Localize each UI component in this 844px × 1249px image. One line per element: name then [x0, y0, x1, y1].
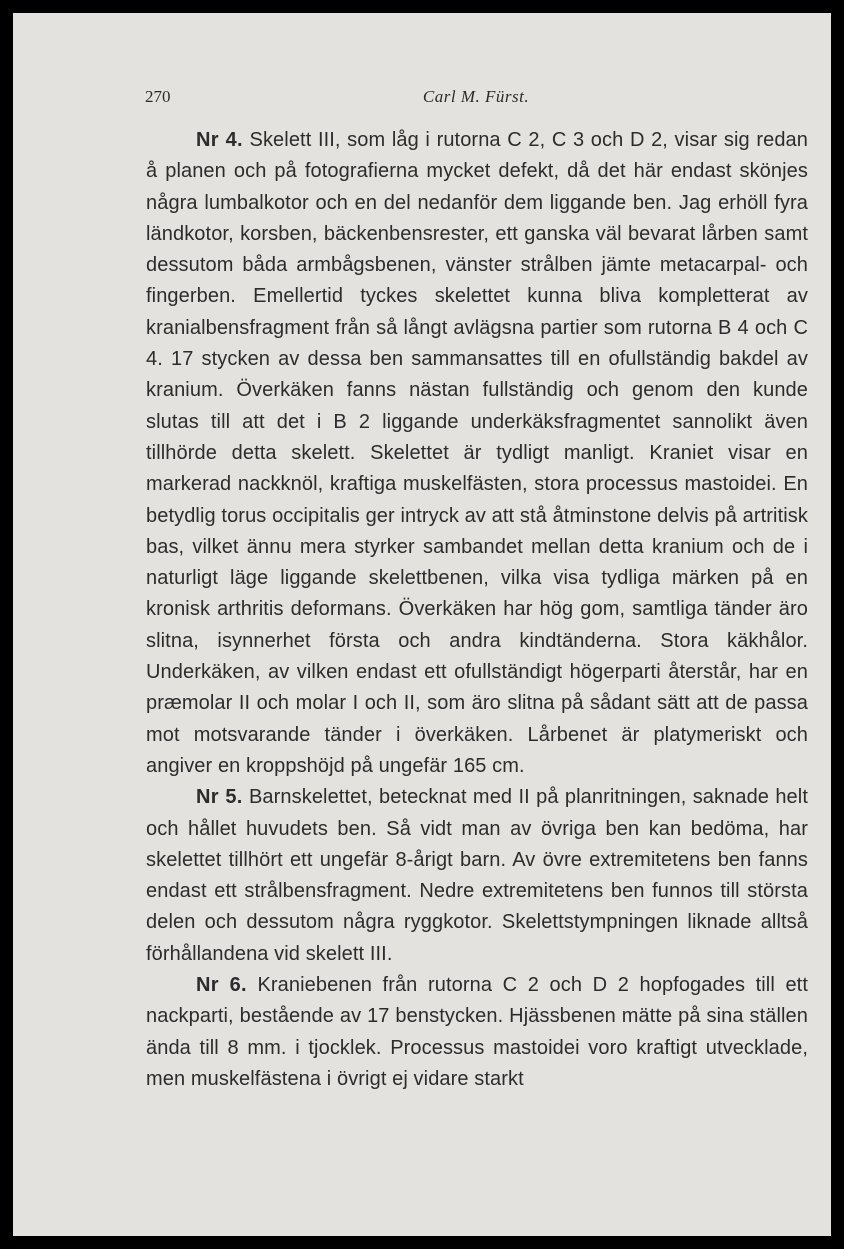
running-title: Carl M. Fürst. [422, 87, 530, 106]
paragraph-label: Nr 6. [196, 974, 247, 997]
paragraph-text: Kraniebenen från rutorna C 2 och D 2 hopfogades till ett nackparti, bestående av 17 benstycken. Hjässbenen mätte på sina ställen ända till 8 mm. i tjocklek. Processus mastoidei voro kraftigt utvecklade, men muskelfästena i övrigt ej vidare starkt [146, 974, 808, 1090]
paragraph-nr-6 [146, 970, 808, 1095]
running-head [145, 87, 807, 113]
page-number: 270 [145, 87, 171, 106]
paragraph-text: Skelett III, som låg i rutorna C 2, C 3 och D 2, visar sig redan å planen och på fotografierna mycket defekt, då det här endast skönjes några lumbalkotor och en del nedanför dem liggande ben. Jag erhöll fyra ländkotor, korsben, bäckenbensrester, ett ganska väl bevarat lårben samt dessutom båda armbågsbenen, vänster strålben jämte metacarpal- och fingerben. Emellertid tyckes skelettet kunna bliva kompletterat av kranialbensfragment från så långt avlägsna partier som rutorna B 4 och C 4. 17 stycken av dessa ben sammansattes till en ofullständig bakdel av kranium. Överkäken fanns nästan fullständig och genom den kunde slutas till att det i B 2 liggande underkäksfragmentet sannolikt även tillhörde detta skelett. Skelettet är tydligt manligt. Kraniet visar en markerad nackknöl, kraftiga muskelfästen, stora processus mastoidei. En betydlig torus occipitalis ger intryck av att stå åtminstone delvis på artritisk bas, vilket ännu mera styrker sambandet mellan detta kranium och de i naturligt läge liggande skelettbenen, vilka visa tydliga märken på en kronisk arthritis deformans. Överkäken har hög gom, samtliga tänder äro slitna, isynnerhet första och andra kindtänderna. Stora käkhålor. Underkäken, av vilken endast ett ofullständigt högerparti återstår, har en præmolar II och molar I och II, som äro slitna på sådant sätt att de passa mot motsvarande tänder i överkäken. Lårbenet är platymeriskt och angiver en kroppshöjd på ungefär 165 cm. [146, 129, 808, 777]
paragraph-nr-5 [146, 782, 808, 970]
paragraph-nr-4 [146, 125, 808, 782]
paragraph-label: Nr 4. [196, 129, 243, 151]
paragraph-label: Nr 5. [196, 786, 243, 809]
paragraph-text: Barnskelettet, betecknat med II på planritningen, saknade helt och hållet huvudets ben. Så vidt man av övriga ben kan bedöma, har skelettet tillhört ett ungefär 8-årigt barn. Av övre extremitetens ben fanns endast ett strålbensfragment. Nedre extremitetens ben funnos till största delen och dessutom några ryggkotor. Skelettstympningen liknade alltså förhållandena vid skelett III. [146, 786, 808, 965]
book-page [13, 13, 831, 1236]
body-text [146, 125, 808, 1095]
